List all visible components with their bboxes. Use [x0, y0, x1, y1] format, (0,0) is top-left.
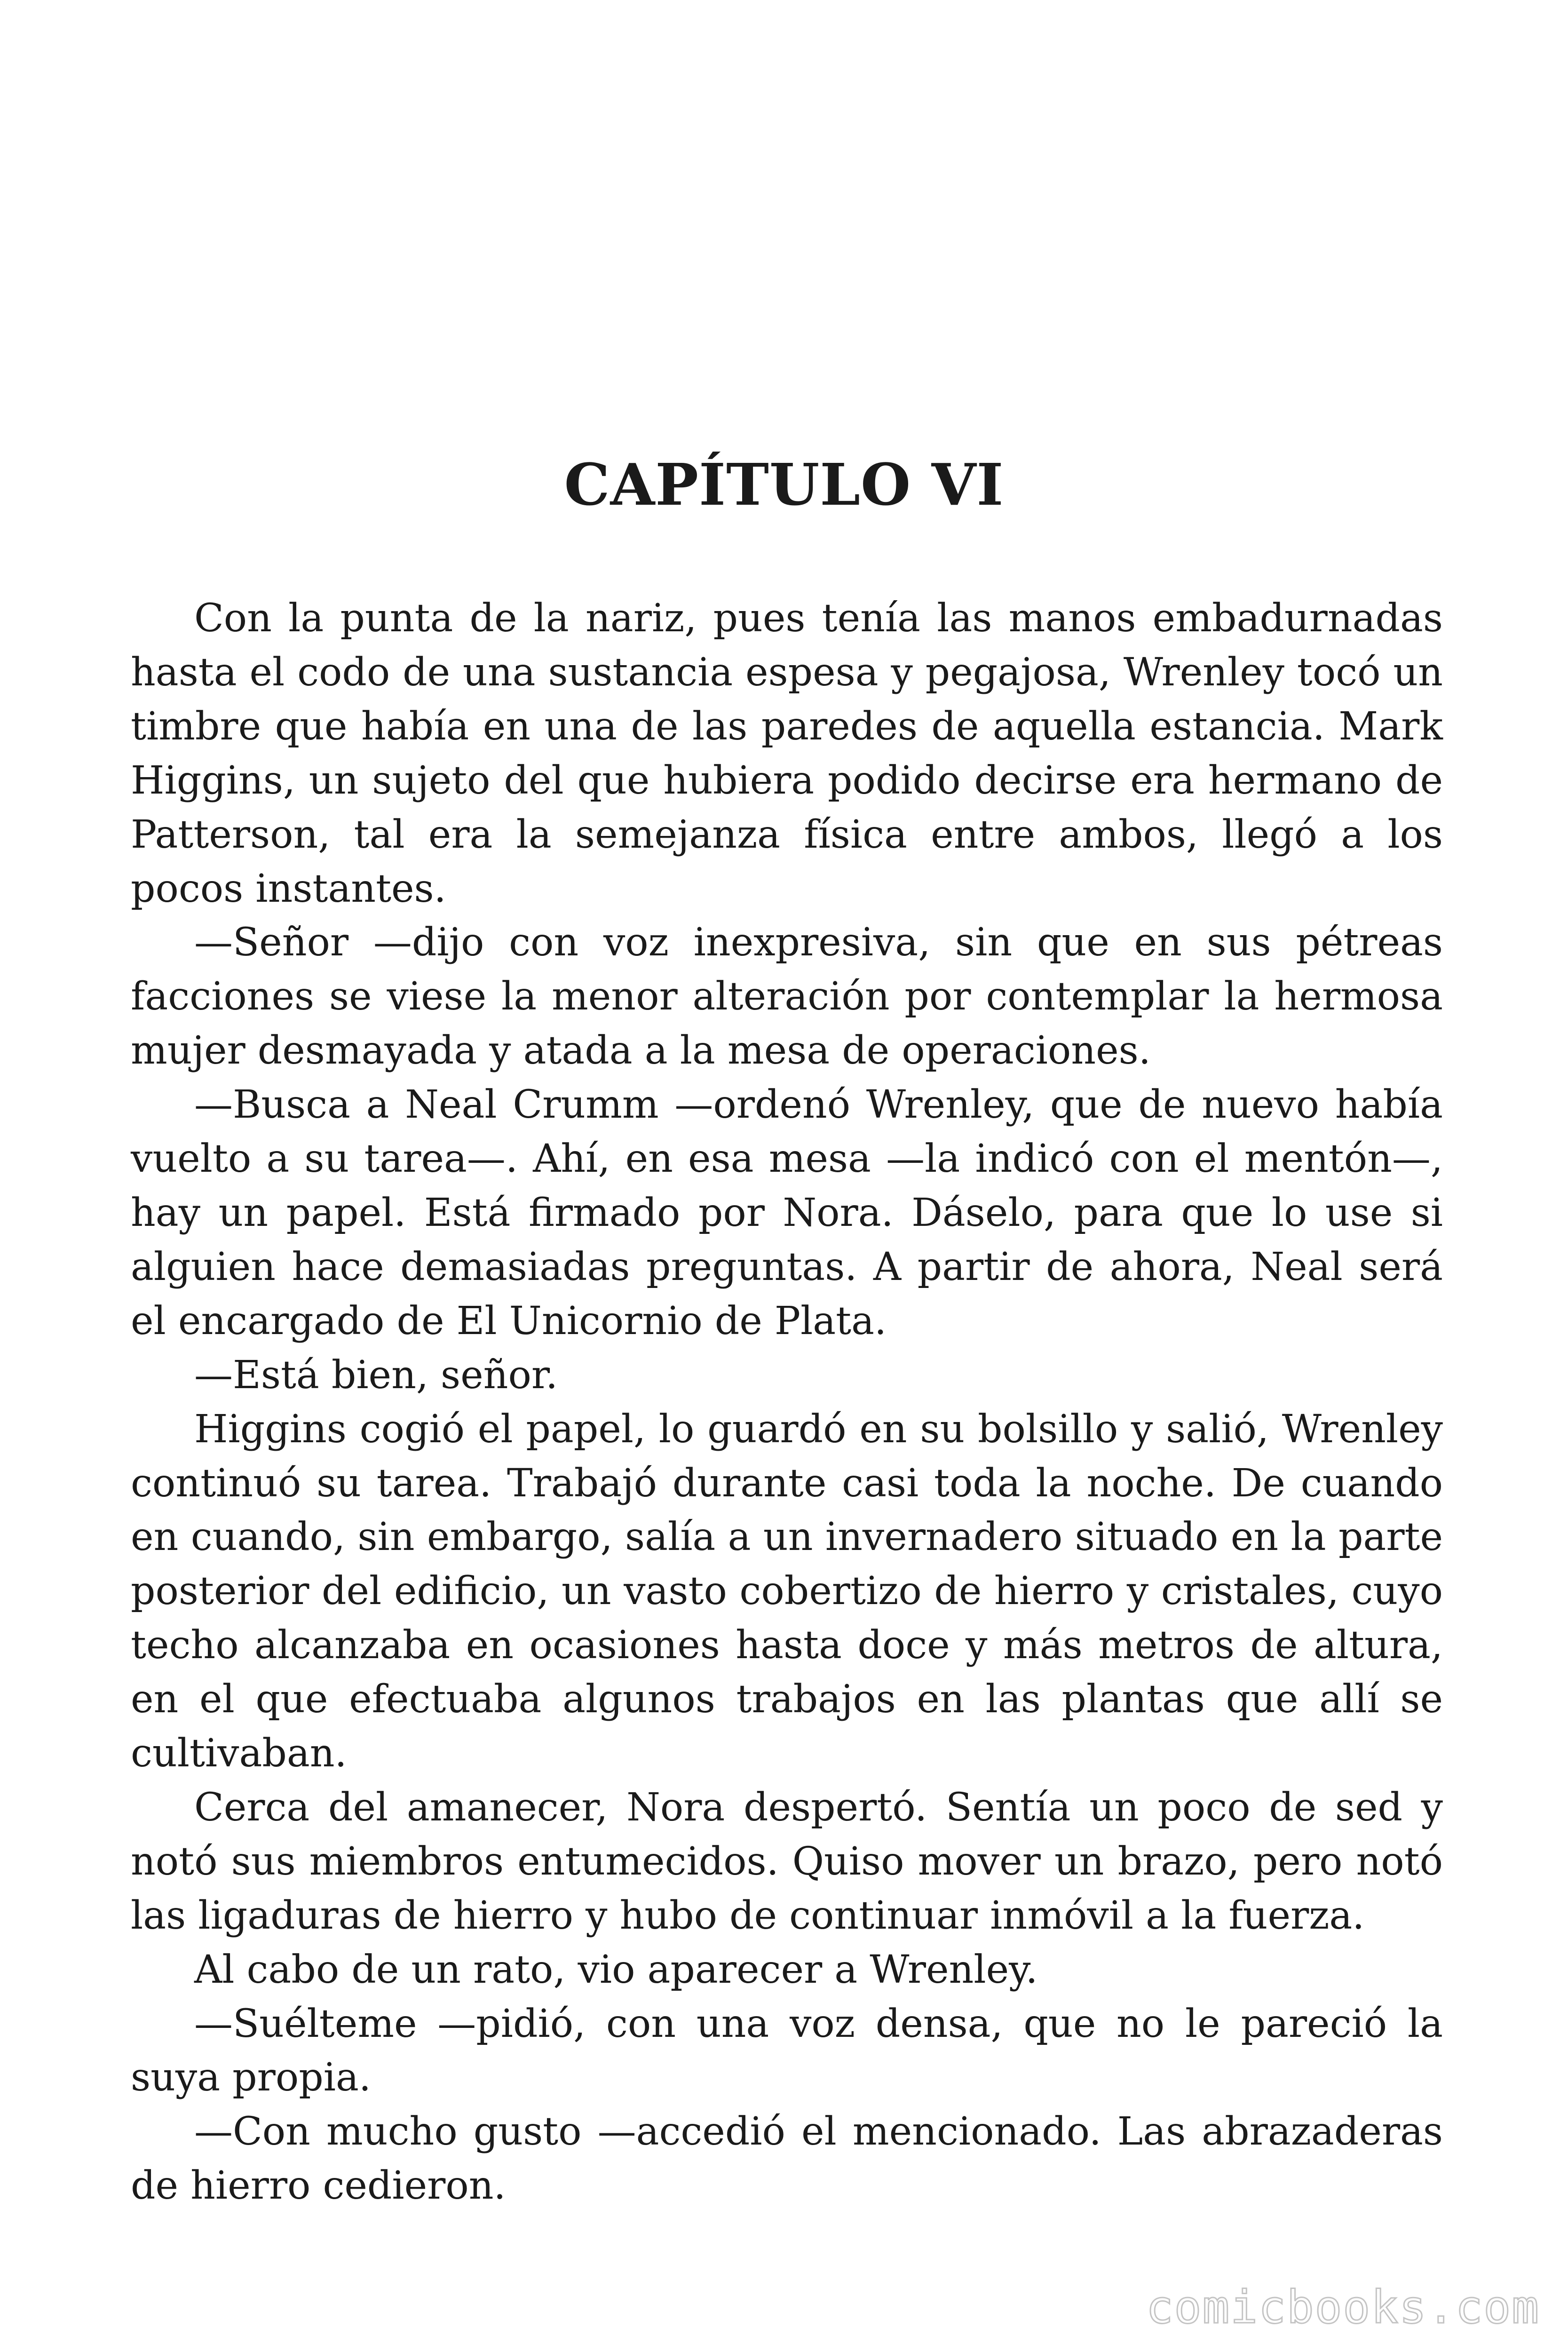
paragraph: —Suélteme —pidió, con una voz densa, que no le pareció la suya propia.	[131, 2001, 1443, 2100]
chapter-title: CAPÍTULO VI	[564, 451, 1004, 518]
chapter-body	[131, 592, 1443, 2213]
paragraph: Higgins cogió el papel, lo guardó en su bolsillo y salió, Wrenley continuó su tarea. Trabajó durante casi toda la noche. De cuando en cuando, sin embargo, salía a un invernadero situado en la parte posterior del edificio, un vasto cobertizo de hierro y cristales, cuyo techo alcanzaba en ocasiones hasta doce y más metros de altura, en el que efectuaba algunos trabajos en las plantas que allí se cultivaban.	[131, 1406, 1443, 1776]
paragraph: Cerca del amanecer, Nora despertó. Sentía un poco de sed y notó sus miembros entumecidos. Quiso mover un brazo, pero notó las ligaduras de hierro y hubo de continuar inmóvil a la fuerza.	[131, 1785, 1443, 1938]
paragraph: —Está bien, señor.	[194, 1352, 558, 1398]
watermark: comicbooks.com	[1146, 2281, 1540, 2334]
paragraph: —Señor —dijo con voz inexpresiva, sin que en sus pétreas facciones se viese la menor alteración por contemplar la hermosa mujer desmayada y atada a la mesa de operaciones.	[131, 920, 1443, 1073]
paragraph: Con la punta de la nariz, pues tenía las manos embadurnadas hasta el codo de una sustancia espesa y pegajosa, Wrenley tocó un timbre que había en una de las paredes de aquella estancia. Mark Higgins, un sujeto del que hubiera podido decirse era hermano de Patterson, tal era la semejanza física entre ambos, llegó a los pocos instantes.	[131, 596, 1443, 911]
paragraph: —Con mucho gusto —accedió el mencionado. Las abrazaderas de hierro cedieron.	[131, 2109, 1443, 2209]
paragraph: —Busca a Neal Crumm —ordenó Wrenley, que de nuevo había vuelto a su tarea—. Ahí, en esa mesa —la indicó con el mentón—, hay un papel. Está firmado por Nora. Dáselo, para que lo use si alguien hace demasiadas preguntas. A partir de ahora, Neal será el encargado de El Unicornio de Plata.	[131, 1082, 1443, 1343]
paragraph: Al cabo de un rato, vio aparecer a Wrenley.	[194, 1947, 1038, 1992]
